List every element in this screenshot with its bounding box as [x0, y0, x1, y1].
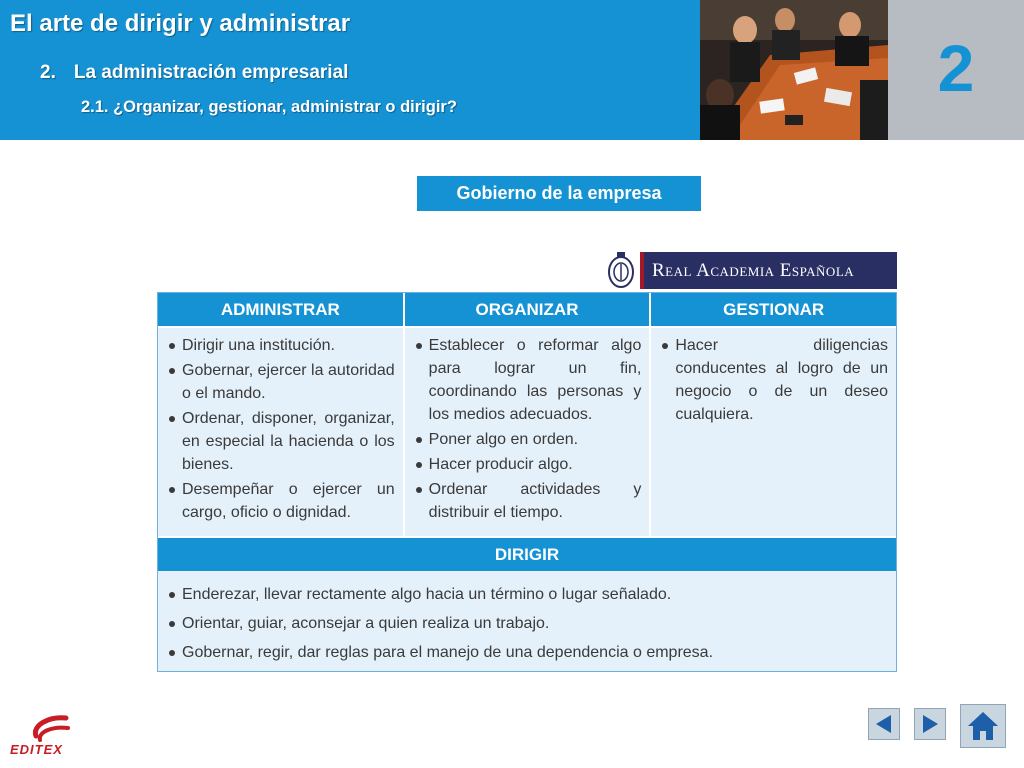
section-heading — [40, 62, 348, 84]
definitions-table — [157, 292, 897, 672]
column-heading: ORGANIZAR — [405, 293, 650, 328]
definition-item: Gobernar, ejercer la autoridad o el mando. — [168, 359, 395, 405]
business-meeting-photo — [700, 0, 888, 140]
column-gestionar — [651, 293, 896, 536]
definition-item: Ordenar, disponer, organizar, en especial la hacienda o los bienes. — [168, 407, 395, 476]
definition-item: Hacer diligencias conducentes al logro de un negocio o de un deseo cualquiera. — [661, 334, 888, 426]
arrow-right-icon — [919, 713, 941, 735]
definition-item: Poner algo en orden. — [415, 428, 642, 451]
definition-item: Hacer producir algo. — [415, 453, 642, 476]
column-heading: ADMINISTRAR — [158, 293, 403, 328]
column-heading: GESTIONAR — [651, 293, 896, 328]
chapter-number: 2 — [937, 31, 975, 105]
arrow-left-icon — [873, 713, 895, 735]
editex-logo — [10, 712, 80, 760]
rae-accent-bar — [640, 252, 644, 289]
section-title: La administración empresarial — [73, 62, 349, 83]
definition-item: Establecer o reformar algo para lograr un fin, coordinando las personas y los medios adecuados. — [415, 334, 642, 426]
previous-slide-button[interactable] — [868, 708, 900, 740]
dirigir-body — [158, 571, 896, 667]
logo-text: EDITEX — [10, 742, 63, 757]
dirigir-heading: DIRIGIR — [158, 536, 896, 571]
column-organizar — [405, 293, 652, 536]
next-slide-button[interactable] — [914, 708, 946, 740]
column-administrar — [158, 293, 405, 536]
definition-item: Dirigir una institución. — [168, 334, 395, 357]
presentation-title: El arte de dirigir y administrar — [10, 10, 351, 37]
chapter-indicator — [888, 0, 1024, 140]
definition-item: Desempeñar o ejercer un cargo, oficio o dignidad. — [168, 478, 395, 524]
section-label: Gobierno de la empresa — [417, 176, 701, 211]
rae-header — [605, 250, 897, 290]
subsection-heading: 2.1. ¿Organizar, gestionar, administrar o dirigir? — [81, 98, 457, 116]
definition-item: Enderezar, llevar rectamente algo hacia un término o lugar señalado. — [168, 581, 888, 609]
rae-seal-icon — [605, 250, 637, 290]
home-button[interactable] — [960, 704, 1006, 748]
header-banner — [0, 0, 1024, 140]
home-icon — [966, 710, 1000, 742]
rae-banner: Real Academia Española — [640, 252, 897, 289]
definition-item: Gobernar, regir, dar reglas para el manejo de una dependencia o empresa. — [168, 639, 888, 667]
definition-item: Ordenar actividades y distribuir el tiempo. — [415, 478, 642, 524]
definition-item: Orientar, guiar, aconsejar a quien realiza un trabajo. — [168, 610, 888, 638]
section-number: 2. — [40, 62, 56, 83]
